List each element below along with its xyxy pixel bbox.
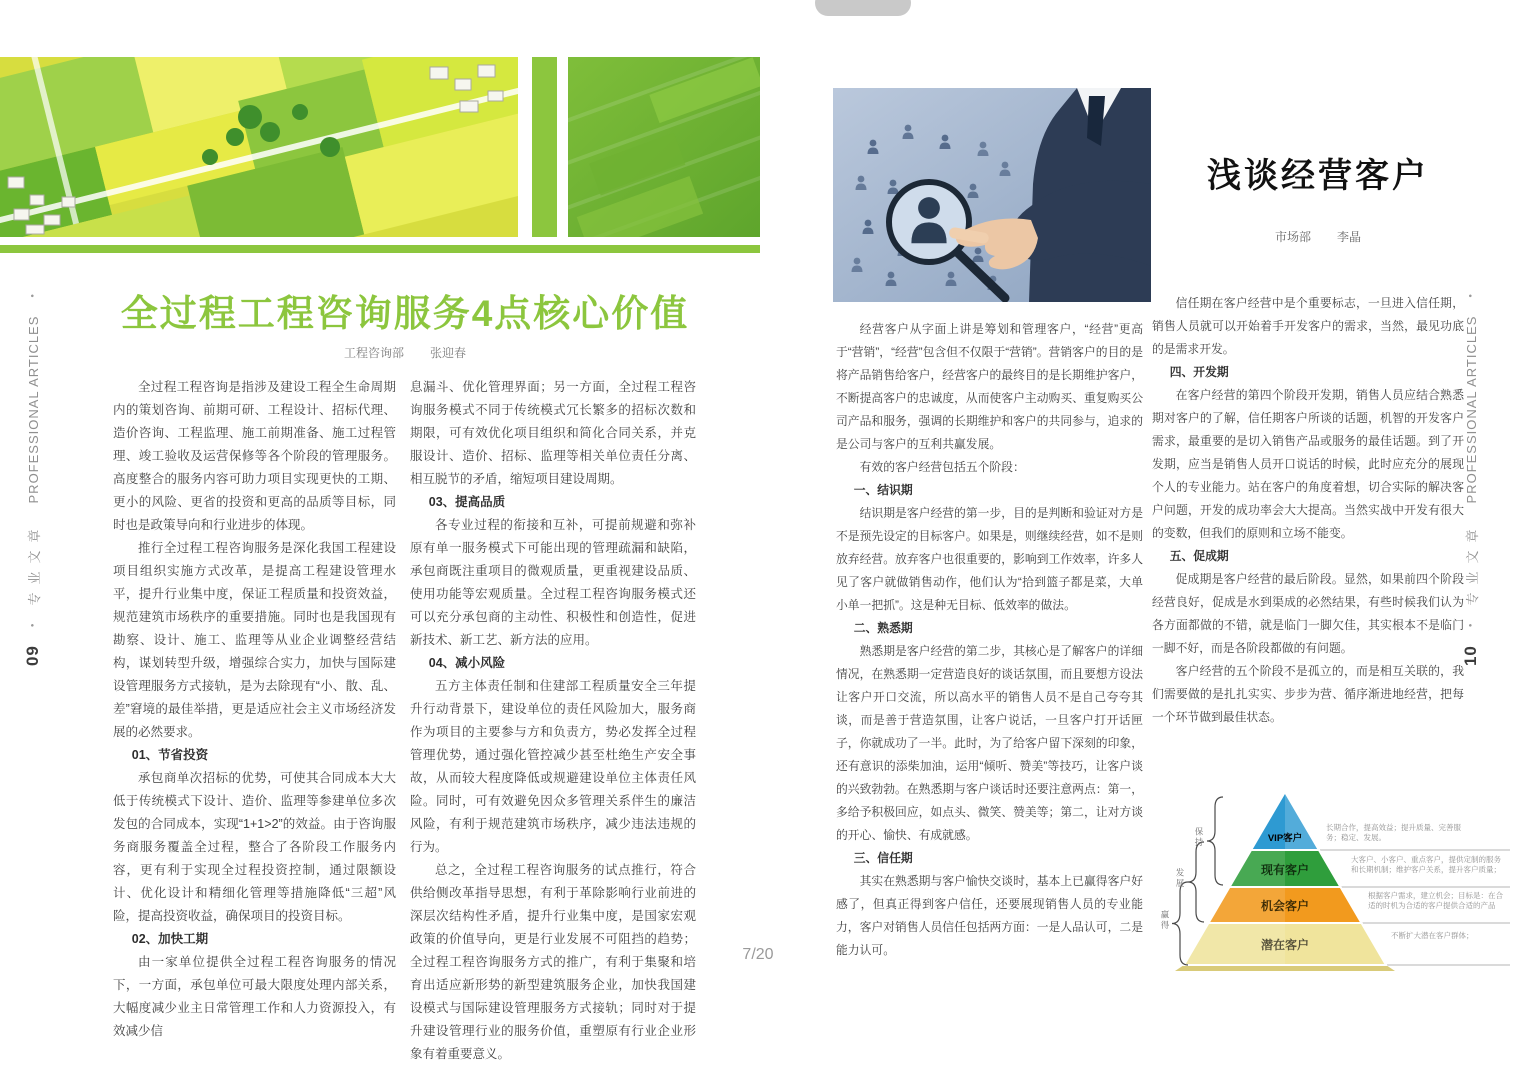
subheading: 01、节省投资 <box>131 748 209 762</box>
right-page-number: 10 <box>1461 645 1480 667</box>
byline-author: 李晶 <box>1337 230 1362 244</box>
page-indicator: 7/20 <box>742 946 774 963</box>
pyramid-label-potential: 潜在客户 <box>1260 938 1309 952</box>
pyramid-note-existing: 大客户、小客户、重点客户，提供定制的服务和长期机制；维护客户关系，提升客户质量； <box>1351 855 1501 874</box>
brace-label-develop: 发展 <box>1175 868 1185 889</box>
subheading: 四、开发期 <box>1169 365 1229 379</box>
section-label-cn: 专业文章 <box>26 521 42 606</box>
right-article-title: 浅谈经营客户 <box>1207 157 1429 195</box>
paragraph: 信任期在客户经营中是个重要标志，一旦进入信任期，销售人员就可以开始着手开发客户的需求，当然，最见功底的是需求开发。 <box>1152 296 1464 356</box>
byline-dept: 市场部 <box>1274 230 1311 244</box>
paragraph: 有效的客户经营包括五个阶段： <box>859 460 1025 474</box>
paragraph: 经营客户从字面上讲是筹划和管理客户，“经营”更高于“营销”，“经营”包含但不仅限于“营销”。营销客户的目的是将产品销售给客户，经营客户的最终目的是长期维护客户，不断提高客户的忠诚度，从而使客户主动购买、重复购买公司产品和服务，强调的长期维护和客户的共同参与，追求的是公司与客户的互利共赢发展。 <box>836 322 1143 451</box>
subheading: 五、促成期 <box>1169 549 1229 563</box>
pyramid-label-vip: VIP客户 <box>1267 833 1303 844</box>
bullet-icon: ● <box>30 623 36 628</box>
paragraph: 在客户经营的第四个阶段开发期，销售人员应结合熟悉期对客户的了解，信任期客户所谈的话题，机智的开发客户需求，最重要的是切入销售产品或服务的最佳话题。到了开发期，应当是销售人员开口说话的时候，此时应充分的展现个人的专业能力。站在客户的角度着想，切合实际的解决客户问题，开发的成功率会大大提高。当然实战中开发有很大的变数，但我们的原则和立场不能变。 <box>1152 388 1464 540</box>
subheading: 一、结识期 <box>853 483 913 497</box>
subheading: 二、熟悉期 <box>853 621 913 635</box>
pyramid-note-vip: 长期合作，提高效益；提升质量、完善服务；稳定、发展。 <box>1326 823 1461 842</box>
subheading: 三、信任期 <box>853 851 913 865</box>
left-page-number: 09 <box>23 645 42 667</box>
left-article-title: 全过程工程咨询服务4点核心价值 <box>120 293 690 334</box>
paragraph: 五方主体责任制和住建部工程质量安全三年提升行动背景下，建设单位的责任风险加大，服务商作为项目的主要参与方和负责方，势必发挥全过程管理优势，通过强化管控减少甚至杜绝生产安全事故，从而较大程度降低或规避建设单位主体责任风险。同时，可有效避免因众多管理关系伴生的廉洁风险，有利于规范建筑市场秩序，减少违法违规的行为。 <box>410 679 696 854</box>
paragraph: 促成期是客户经营的最后阶段。显然，如果前四个阶段经营良好，促成是水到渠成的必然结果，有些时候我们认为各方面都做的不错，就是临门一脚欠佳，其实根本不是临门一脚不好，而是各阶段都做的有问题。 <box>1152 572 1464 655</box>
subheading: 04、减小风险 <box>428 656 506 670</box>
bullet-icon: ● <box>1468 293 1474 298</box>
paragraph: 息漏斗、优化管理界面；另一方面，全过程工程咨询服务模式不同于传统模式冗长繁多的招标次数和期限，可有效优化项目组织和简化合同关系，并克服设计、造价、招标、监理等相关单位责任分离、相互脱节的矛盾，缩短项目建设周期。 <box>410 380 696 486</box>
left-article-column-2 <box>410 376 696 1066</box>
left-article-byline <box>60 344 750 361</box>
right-article-byline <box>1160 228 1476 245</box>
paragraph: 结识期是客户经营的第一步，目的是判断和验证对方是不是预先设定的目标客户。如果是，则继续经营，如不是则放弃经营。放弃客户也很重要的，影响到工作效率，许多人见了客户就做销售动作，他们认为“拾到篮子都是菜，大单小单一把抓”。这是种无目标、低效率的做法。 <box>836 506 1143 612</box>
paragraph: 推行全过程工程咨询服务是深化我国工程建设项目组织实施方式改革，是提高工程建设管理水平，提升行业集中度，保证工程质量和投资效益，规范建筑市场秩序的重要措施。同时也是我国现有勘察、设计、施工、监理等从业企业调整经营结构，谋划转型升级，增强综合实力，加快与国际建设管理服务方式接轨，是为去除现有“小、散、乱、差”窘境的最佳举措，更是适应社会主义市场经济发展的必然要求。 <box>113 541 396 739</box>
section-label-cn: 专业文章 <box>1464 521 1480 606</box>
paragraph: 由一家单位提供全过程工程咨询服务的情况下，一方面，承包单位可最大限度处理内部关系，大幅度减少业主日常管理工作和人力资源投入，有效减少信 <box>113 955 396 1038</box>
byline-dept: 工程咨询部 <box>343 346 404 360</box>
customer-search-photo <box>833 88 1151 302</box>
bullet-icon: ● <box>1468 623 1474 628</box>
paragraph: 承包商单次招标的优势，可使其合同成本大大低于传统模式下设计、造价、监理等参建单位多次发包的合同成本，实现“1+1>2”的效益。由于咨询服务商服务覆盖全过程，整合了各阶段工作服务内容，更有利于实现全过程投资控制，通过限额设计、优化设计和精细化管理等措施降低“三超”风险，提高投资收益，确保项目的投资目标。 <box>113 771 396 923</box>
brace-label-keep: 保持 <box>1194 827 1204 848</box>
subheading: 02、加快工期 <box>131 932 209 946</box>
right-article-column-2 <box>1152 292 1464 729</box>
byline-author: 张迎春 <box>430 346 467 360</box>
green-divider-bar <box>532 57 557 237</box>
pyramid-note-potential: 不断扩大潜在客户群体； <box>1391 931 1474 940</box>
pyramid-label-opportunity: 机会客户 <box>1260 899 1309 913</box>
paragraph: 其实在熟悉期与客户愉快交谈时，基本上已赢得客户好感了，但真正得到客户信任，还要展现销售人员的专业能力，客户对销售人员信任包括两方面：一是人品认可，二是能力认可。 <box>836 874 1143 957</box>
paragraph: 熟悉期是客户经营的第二步，其核心是了解客户的详细情况，在熟悉期一定营造良好的谈话氛围，而且要想方设法让客户开口交流，所以高水平的销售人员不是自己夸夸其谈，而是善于营造氛围，让客户说话，一旦客户打开话匣子，你就成功了一半。此时，为了给客户留下深刻的印象，还有意识的添柴加油，运用“倾听、赞美”等技巧，让客户谈的兴致勃勃。在熟悉期与客户谈话时还要注意两点：第一，多给予积极回应，如点头、微笑、赞美等；第二，让对方谈的开心、愉快、有成就感。 <box>836 644 1143 842</box>
brace-label-win: 赢得 <box>1160 910 1170 931</box>
green-horizontal-rule <box>0 245 760 253</box>
section-label-en: PROFESSIONAL ARTICLES <box>25 315 41 504</box>
subheading: 03、提高品质 <box>428 495 506 509</box>
pyramid-label-existing: 现有客户 <box>1260 863 1309 877</box>
left-sidebar-vertical-label <box>22 290 44 670</box>
bullet-icon: ● <box>30 293 36 298</box>
paragraph: 客户经营的五个阶段不是孤立的，而是相互关联的，我们需要做的是扎扎实实、步步为营、循序渐进地经营，把每一个环节做到最佳状态。 <box>1152 664 1464 724</box>
customer-pyramid-diagram <box>1160 785 1516 1025</box>
page-top-tab <box>815 0 911 16</box>
paragraph: 全过程工程咨询是指涉及建设工程全生命周期内的策划咨询、前期可研、工程设计、招标代理、造价咨询、工程监理、施工前期准备、施工过程管理、竣工验收及运营保修等各个阶段的管理服务。高度整合的服务内容可助力项目实现更快的工期、更小的风险、更省的投资和更高的品质等目标，同时也是政策导向和行业进步的体现。 <box>113 380 396 532</box>
paragraph: 总之，全过程工程咨询服务的试点推行，符合供给侧改革指导思想，有利于革除影响行业前进的深层次结构性矛盾，提升行业集中度，是国家宏观政策的价值导向，更是行业发展不可阻挡的趋势；全过程工程咨询服务方式的推广，有利于集聚和培育出适应新形势的新型建筑服务企业，加快我国建设模式与国际建设管理服务方式接轨；同时对于提升建设管理行业的服务价值，重塑原有行业企业形象有着重要意义。 <box>410 863 696 1061</box>
paragraph: 各专业过程的衔接和互补，可提前规避和弥补原有单一服务模式下可能出现的管理疏漏和缺陷，承包商既注重项目的微观质量，更重视建设品质、使用功能等宏观质量。全过程工程咨询服务模式还可以充分承包商的主动性、积极性和创造性，促进新技术、新工艺、新方法的应用。 <box>410 518 696 647</box>
section-label-en: PROFESSIONAL ARTICLES <box>1463 315 1479 504</box>
green-field-photo <box>568 57 760 237</box>
pyramid-note-opportunity: 根据客户需求，建立机会；目标是：在合适的时机为合适的客户提供合适的产品 <box>1368 891 1503 910</box>
left-article-column-1 <box>113 376 396 1043</box>
right-article-column-1 <box>836 318 1143 962</box>
aerial-farmland-photo <box>0 57 518 237</box>
